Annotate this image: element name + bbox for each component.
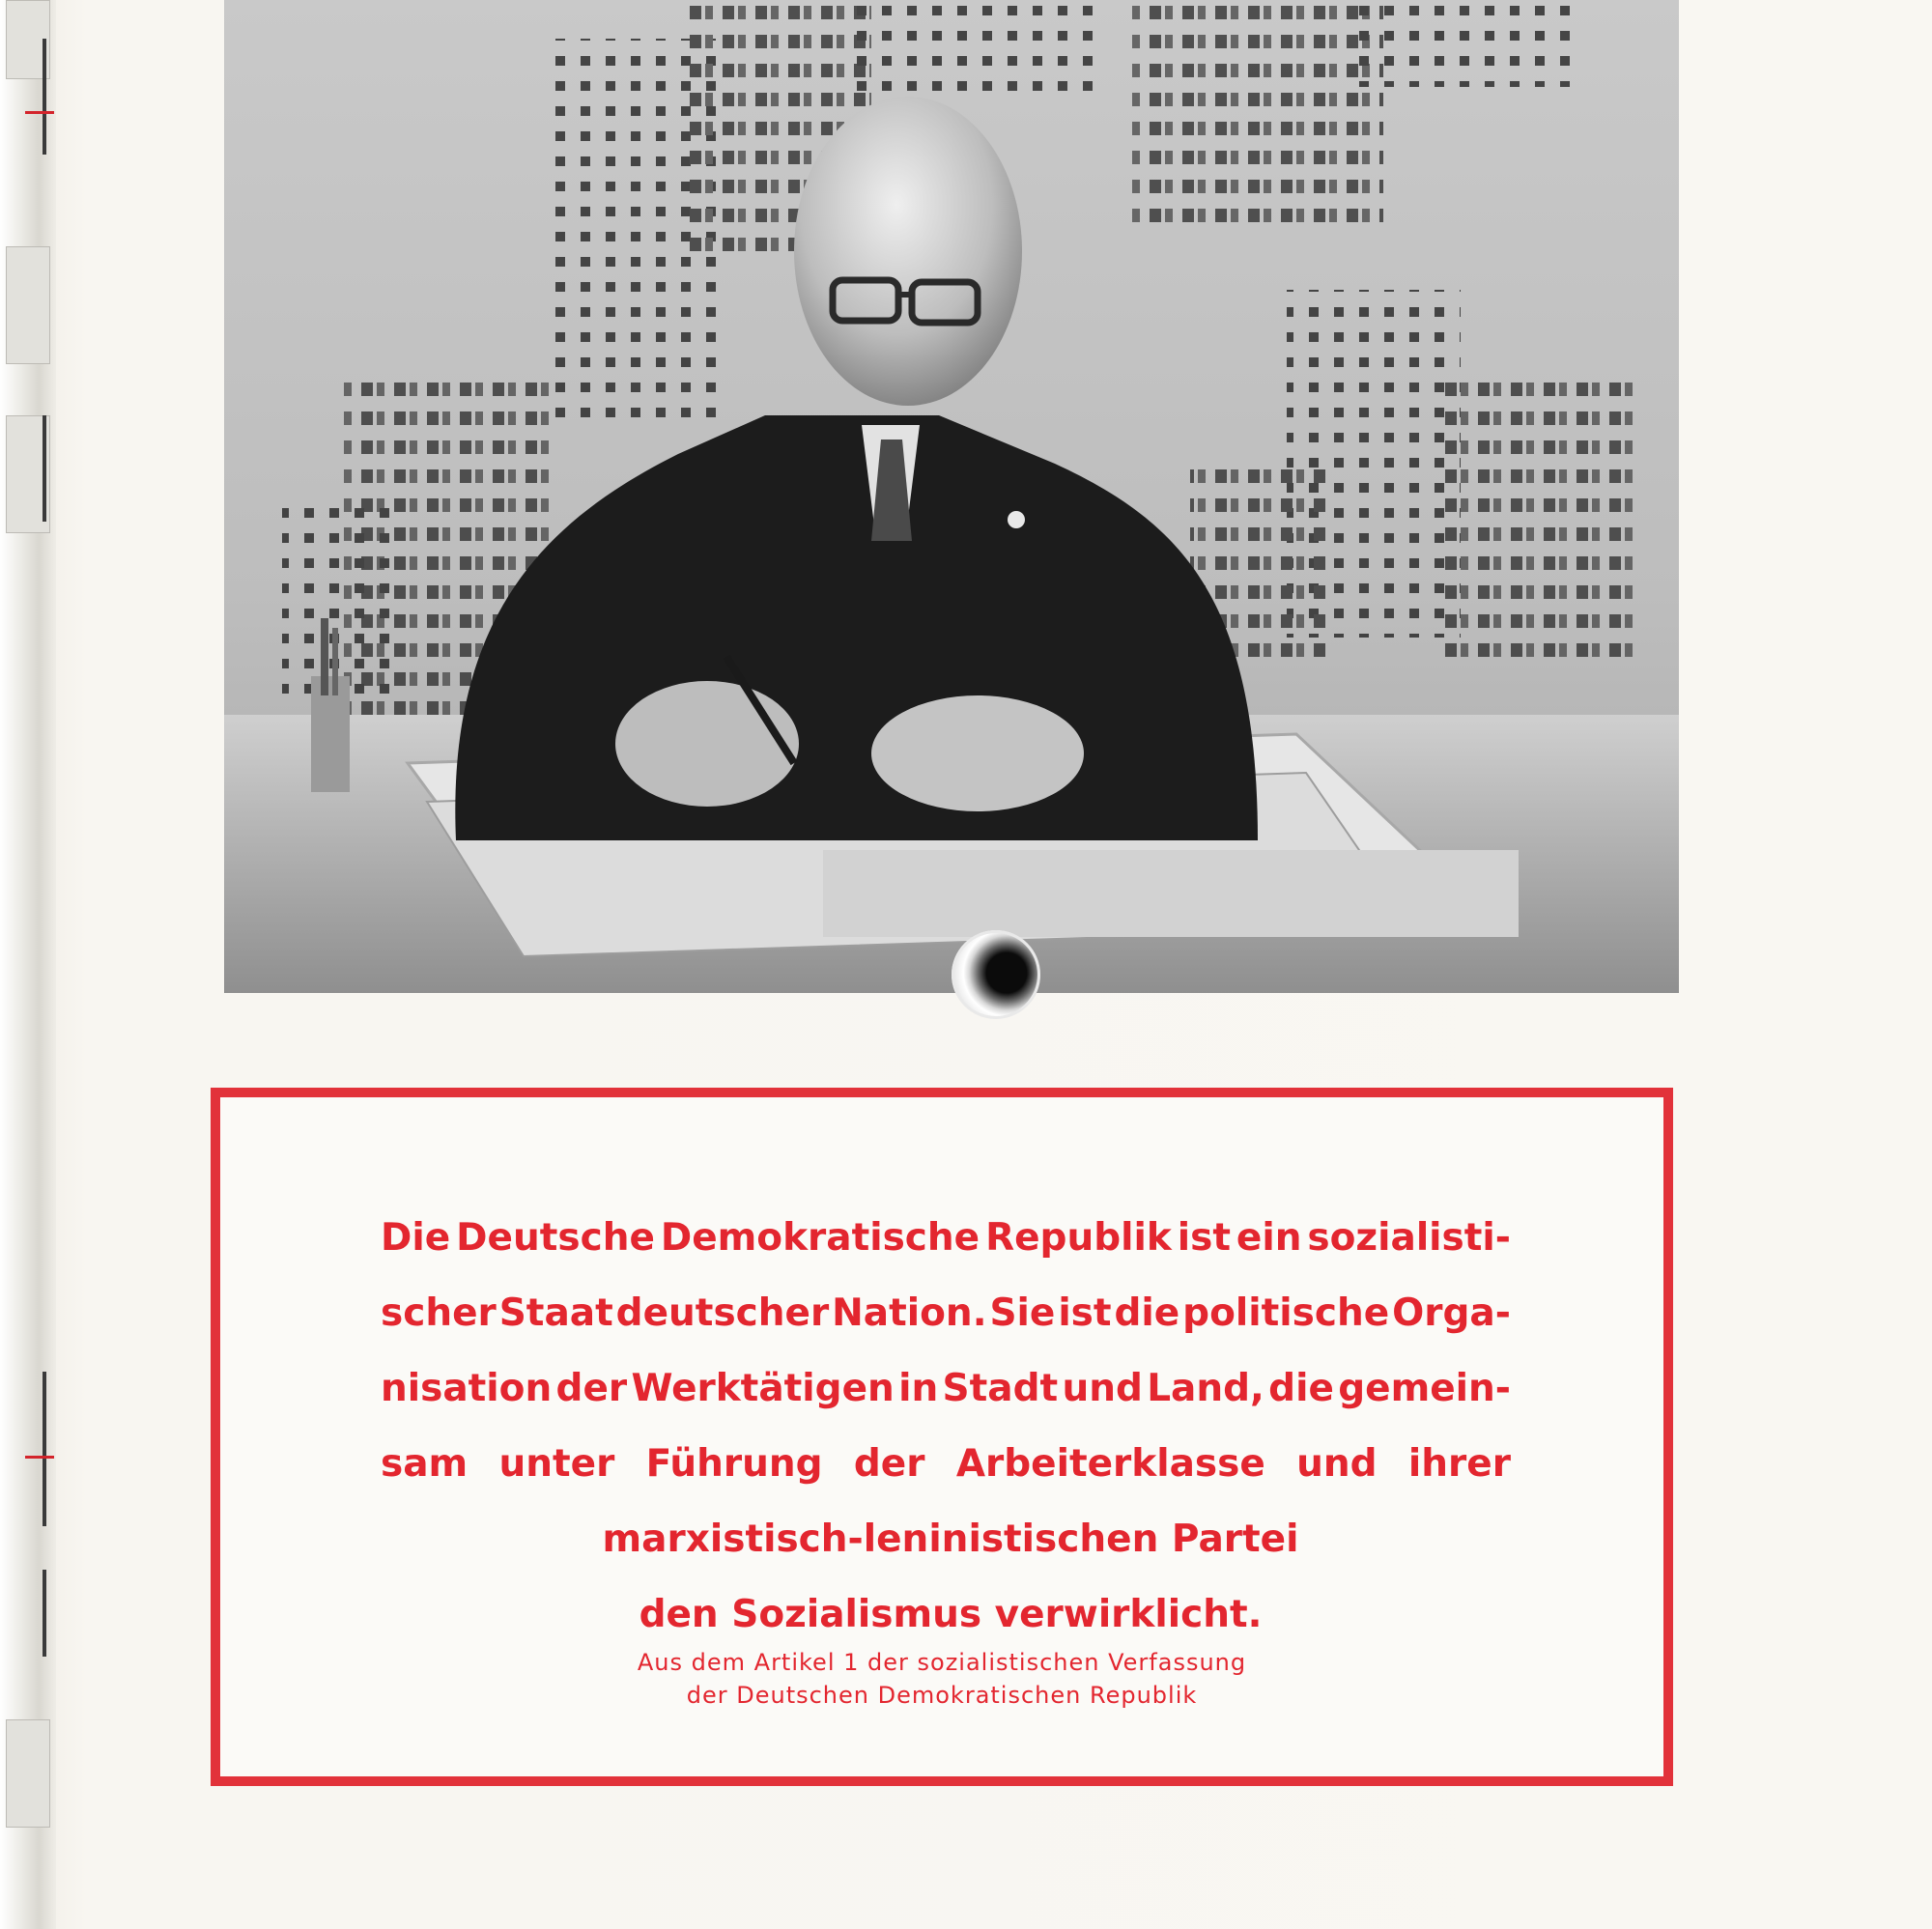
- quote-line-5: marxistisch-leninistischen Partei: [602, 1518, 1299, 1561]
- constitution-quote: [381, 1201, 1511, 1653]
- quotation-frame: [211, 1088, 1673, 1786]
- binding-stitch: [43, 1372, 46, 1526]
- binding-stitch: [43, 415, 46, 522]
- citation-line-1: Aus dem Artikel 1 der sozialistischen Verfassung: [637, 1649, 1247, 1676]
- quote-word: gemein-: [1338, 1367, 1511, 1410]
- binding-thread: [25, 111, 54, 114]
- quote-line-4: [381, 1427, 1511, 1502]
- quote-line-6: den Sozialismus verwirklicht.: [639, 1593, 1263, 1636]
- quote-word: die: [1114, 1291, 1180, 1335]
- quote-word: in: [898, 1367, 939, 1410]
- quote-word: Demokratische: [660, 1216, 980, 1260]
- portrait-photograph: [224, 0, 1679, 993]
- quote-word: ist: [1058, 1291, 1112, 1335]
- quote-word: Deutsche: [456, 1216, 655, 1260]
- quote-word: sam: [381, 1442, 469, 1486]
- quote-word: ein: [1236, 1216, 1302, 1260]
- quote-word: scher: [381, 1291, 497, 1335]
- quote-word: ihrer: [1407, 1442, 1511, 1486]
- quote-word: Arbeiterklasse: [955, 1442, 1265, 1486]
- quote-word: Führung: [645, 1442, 823, 1486]
- quote-word: Werktätigen: [631, 1367, 895, 1410]
- quote-word: ist: [1177, 1216, 1231, 1260]
- photo-drawing: [224, 0, 1679, 993]
- quote-word: politische: [1182, 1291, 1390, 1335]
- quote-word: sozialisti-: [1307, 1216, 1511, 1260]
- quote-word: Sie: [989, 1291, 1056, 1335]
- punch-hole: [952, 930, 1040, 1019]
- quote-word: und: [1062, 1367, 1143, 1410]
- book-binding-edge: [0, 0, 56, 1929]
- quote-word: Die: [381, 1216, 451, 1260]
- quote-word: nisation: [381, 1367, 553, 1410]
- quote-word: Orga-: [1392, 1291, 1511, 1335]
- quote-word: der: [853, 1442, 925, 1486]
- quote-line-2: [381, 1276, 1511, 1351]
- quote-word: der: [555, 1367, 628, 1410]
- binding-thread: [25, 1456, 54, 1459]
- quote-line-3: [381, 1351, 1511, 1427]
- citation-line-2: der Deutschen Demokratischen Republik: [686, 1682, 1198, 1709]
- quote-word: die: [1268, 1367, 1334, 1410]
- quote-word: Nation.: [832, 1291, 987, 1335]
- quote-word: Land,: [1147, 1367, 1264, 1410]
- quote-source-citation: [220, 1646, 1663, 1712]
- quote-word: Staat: [498, 1291, 613, 1335]
- quote-word: deutscher: [615, 1291, 830, 1335]
- quote-word: Republik: [985, 1216, 1172, 1260]
- binding-stitch: [43, 39, 46, 155]
- binding-tab: [6, 246, 50, 364]
- quote-word: Stadt: [942, 1367, 1059, 1410]
- binding-tab: [6, 1719, 50, 1828]
- quote-word: und: [1296, 1442, 1378, 1486]
- quote-line-1: [381, 1201, 1511, 1276]
- binding-stitch: [43, 1570, 46, 1657]
- quote-word: unter: [498, 1442, 615, 1486]
